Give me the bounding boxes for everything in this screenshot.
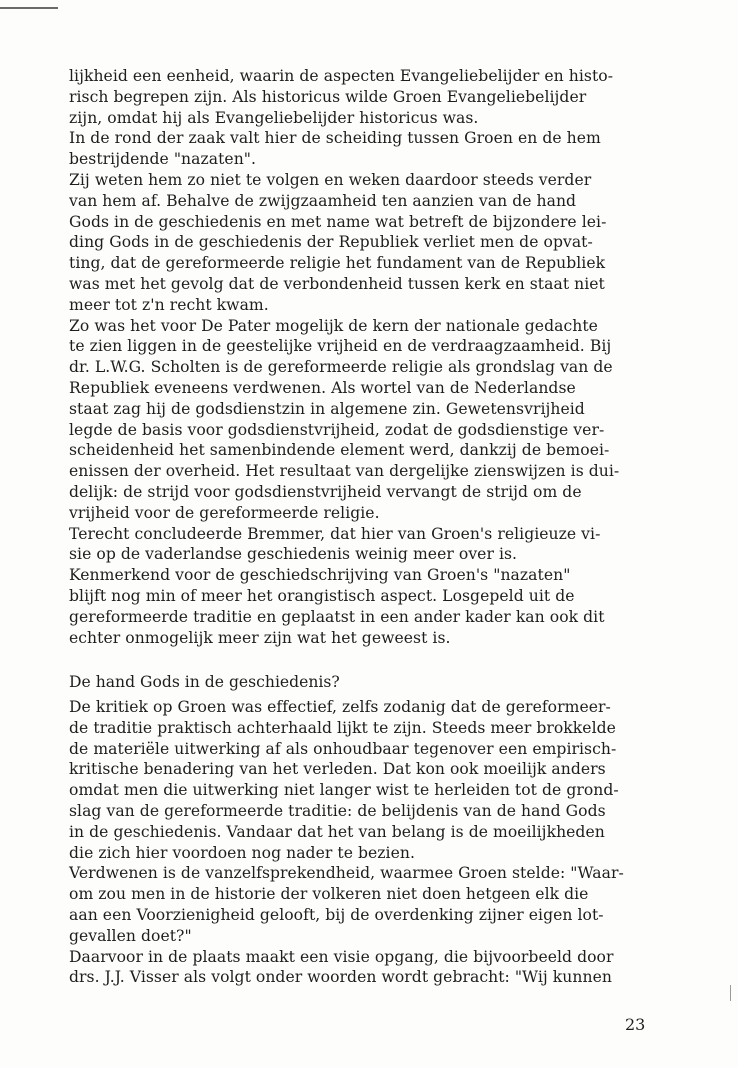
text-line: blijft nog min of meer het orangistisch aspect. Losgepeld uit de [69, 586, 575, 605]
text-line: omdat men die uitwerking niet langer wist te herleiden tot de grond- [69, 781, 619, 800]
margin-mark [730, 985, 731, 1001]
text-line: Zij weten hem zo niet te volgen en weken daardoor steeds verder [69, 170, 592, 189]
text-line: slag van de gereformeerde traditie: de belijdenis van de hand Gods [69, 801, 606, 820]
page-number: 23 [625, 1015, 646, 1034]
top-edge-rule [0, 7, 58, 9]
text-line: legde de basis voor godsdienstvrijheid, zodat de godsdienstige ver- [69, 420, 605, 439]
text-line: vrijheid voor de gereformeerde religie. [69, 503, 380, 522]
body-text-part-2 [69, 697, 709, 988]
text-line: sie op de vaderlandse geschiedenis weinig meer over is. [69, 545, 518, 564]
text-line: drs. J.J. Visser als volgt onder woorden wordt gebracht: "Wij kunnen [69, 968, 612, 987]
text-line: Gods in de geschiedenis en met name wat betreft de bijzondere lei- [69, 212, 607, 231]
text-line: de traditie praktisch achterhaald lijkt te zijn. Steeds meer brokkelde [69, 718, 616, 737]
text-line: Terecht concludeerde Bremmer, dat hier van Groen's religieuze vi- [69, 524, 601, 543]
text-line: Verdwenen is de vanzelfsprekendheid, waarmee Groen stelde: "Waar- [69, 864, 624, 883]
text-line: gevallen doet?" [69, 926, 192, 945]
text-line: om zou men in de historie der volkeren niet doen hetgeen elk die [69, 885, 589, 904]
text-line: meer tot z'n recht kwam. [69, 295, 269, 314]
text-line: Zo was het voor De Pater mogelijk de kern der nationale gedachte [69, 316, 598, 335]
text-line: echter onmogelijk meer zijn wat het geweest is. [69, 628, 451, 647]
text-line: die zich hier voordoen nog nader te bezien. [69, 843, 415, 862]
text-line: aan een Voorzienigheid gelooft, bij de overdenking zijner eigen lot- [69, 905, 604, 924]
text-line: ding Gods in de geschiedenis der Republiek verliet men de opvat- [69, 233, 593, 252]
text-line: Republiek eveneens verdwenen. Als wortel van de Nederlandse [69, 378, 576, 397]
text-line: dr. L.W.G. Scholten is de gereformeerde religie als grondslag van de [69, 358, 613, 377]
text-line: Kenmerkend voor de geschiedschrijving van Groen's "nazaten" [69, 566, 571, 585]
text-line: staat zag hij de godsdienstzin in algemene zin. Gewetensvrijheid [69, 399, 585, 418]
body-text-part-1 [69, 66, 709, 648]
text-line: de materiële uitwerking af als onhoudbaar tegenover een empirisch- [69, 739, 617, 758]
text-line: was met het gevolg dat de verbondenheid tussen kerk en staat niet [69, 274, 605, 293]
text-line: gereformeerde traditie en geplaatst in een ander kader kan ook dit [69, 607, 605, 626]
text-line: De kritiek op Groen was effectief, zelfs zodanig dat de gereformeer- [69, 698, 611, 716]
text-line: te zien liggen in de geestelijke vrijheid en de verdraagzaamheid. Bij [69, 337, 612, 356]
text-line: enissen der overheid. Het resultaat van dergelijke zienswijzen is dui- [69, 462, 620, 481]
text-line: Daarvoor in de plaats maakt een visie opgang, die bijvoorbeeld door [69, 947, 614, 966]
text-line: In de rond der zaak valt hier de scheiding tussen Groen en de hem [69, 129, 601, 148]
text-line: scheidenheid het samenbindende element werd, dankzij de bemoei- [69, 441, 610, 460]
text-line: lijkheid een eenheid, waarin de aspecten Evangeliebelijder en histo- [69, 67, 614, 85]
text-line: delijk: de strijd voor godsdienstvrijheid vervangt de strijd om de [69, 482, 582, 501]
text-line: in de geschiedenis. Vandaar dat het van belang is de moeilijkheden [69, 822, 605, 841]
text-line: kritische benadering van het verleden. Dat kon ook moeilijk anders [69, 760, 606, 779]
text-line: zijn, omdat hij als Evangeliebelijder historicus was. [69, 108, 479, 127]
text-line: van hem af. Behalve de zwijgzaamheid ten aanzien van de hand [69, 191, 577, 210]
text-line: bestrijdende "nazaten". [69, 150, 257, 169]
text-line: risch begrepen zijn. Als historicus wilde Groen Evangeliebelijder [69, 87, 587, 106]
text-line: ting, dat de gereformeerde religie het fundament van de Republiek [69, 254, 606, 273]
section-heading: De hand Gods in de geschiedenis? [69, 673, 340, 691]
